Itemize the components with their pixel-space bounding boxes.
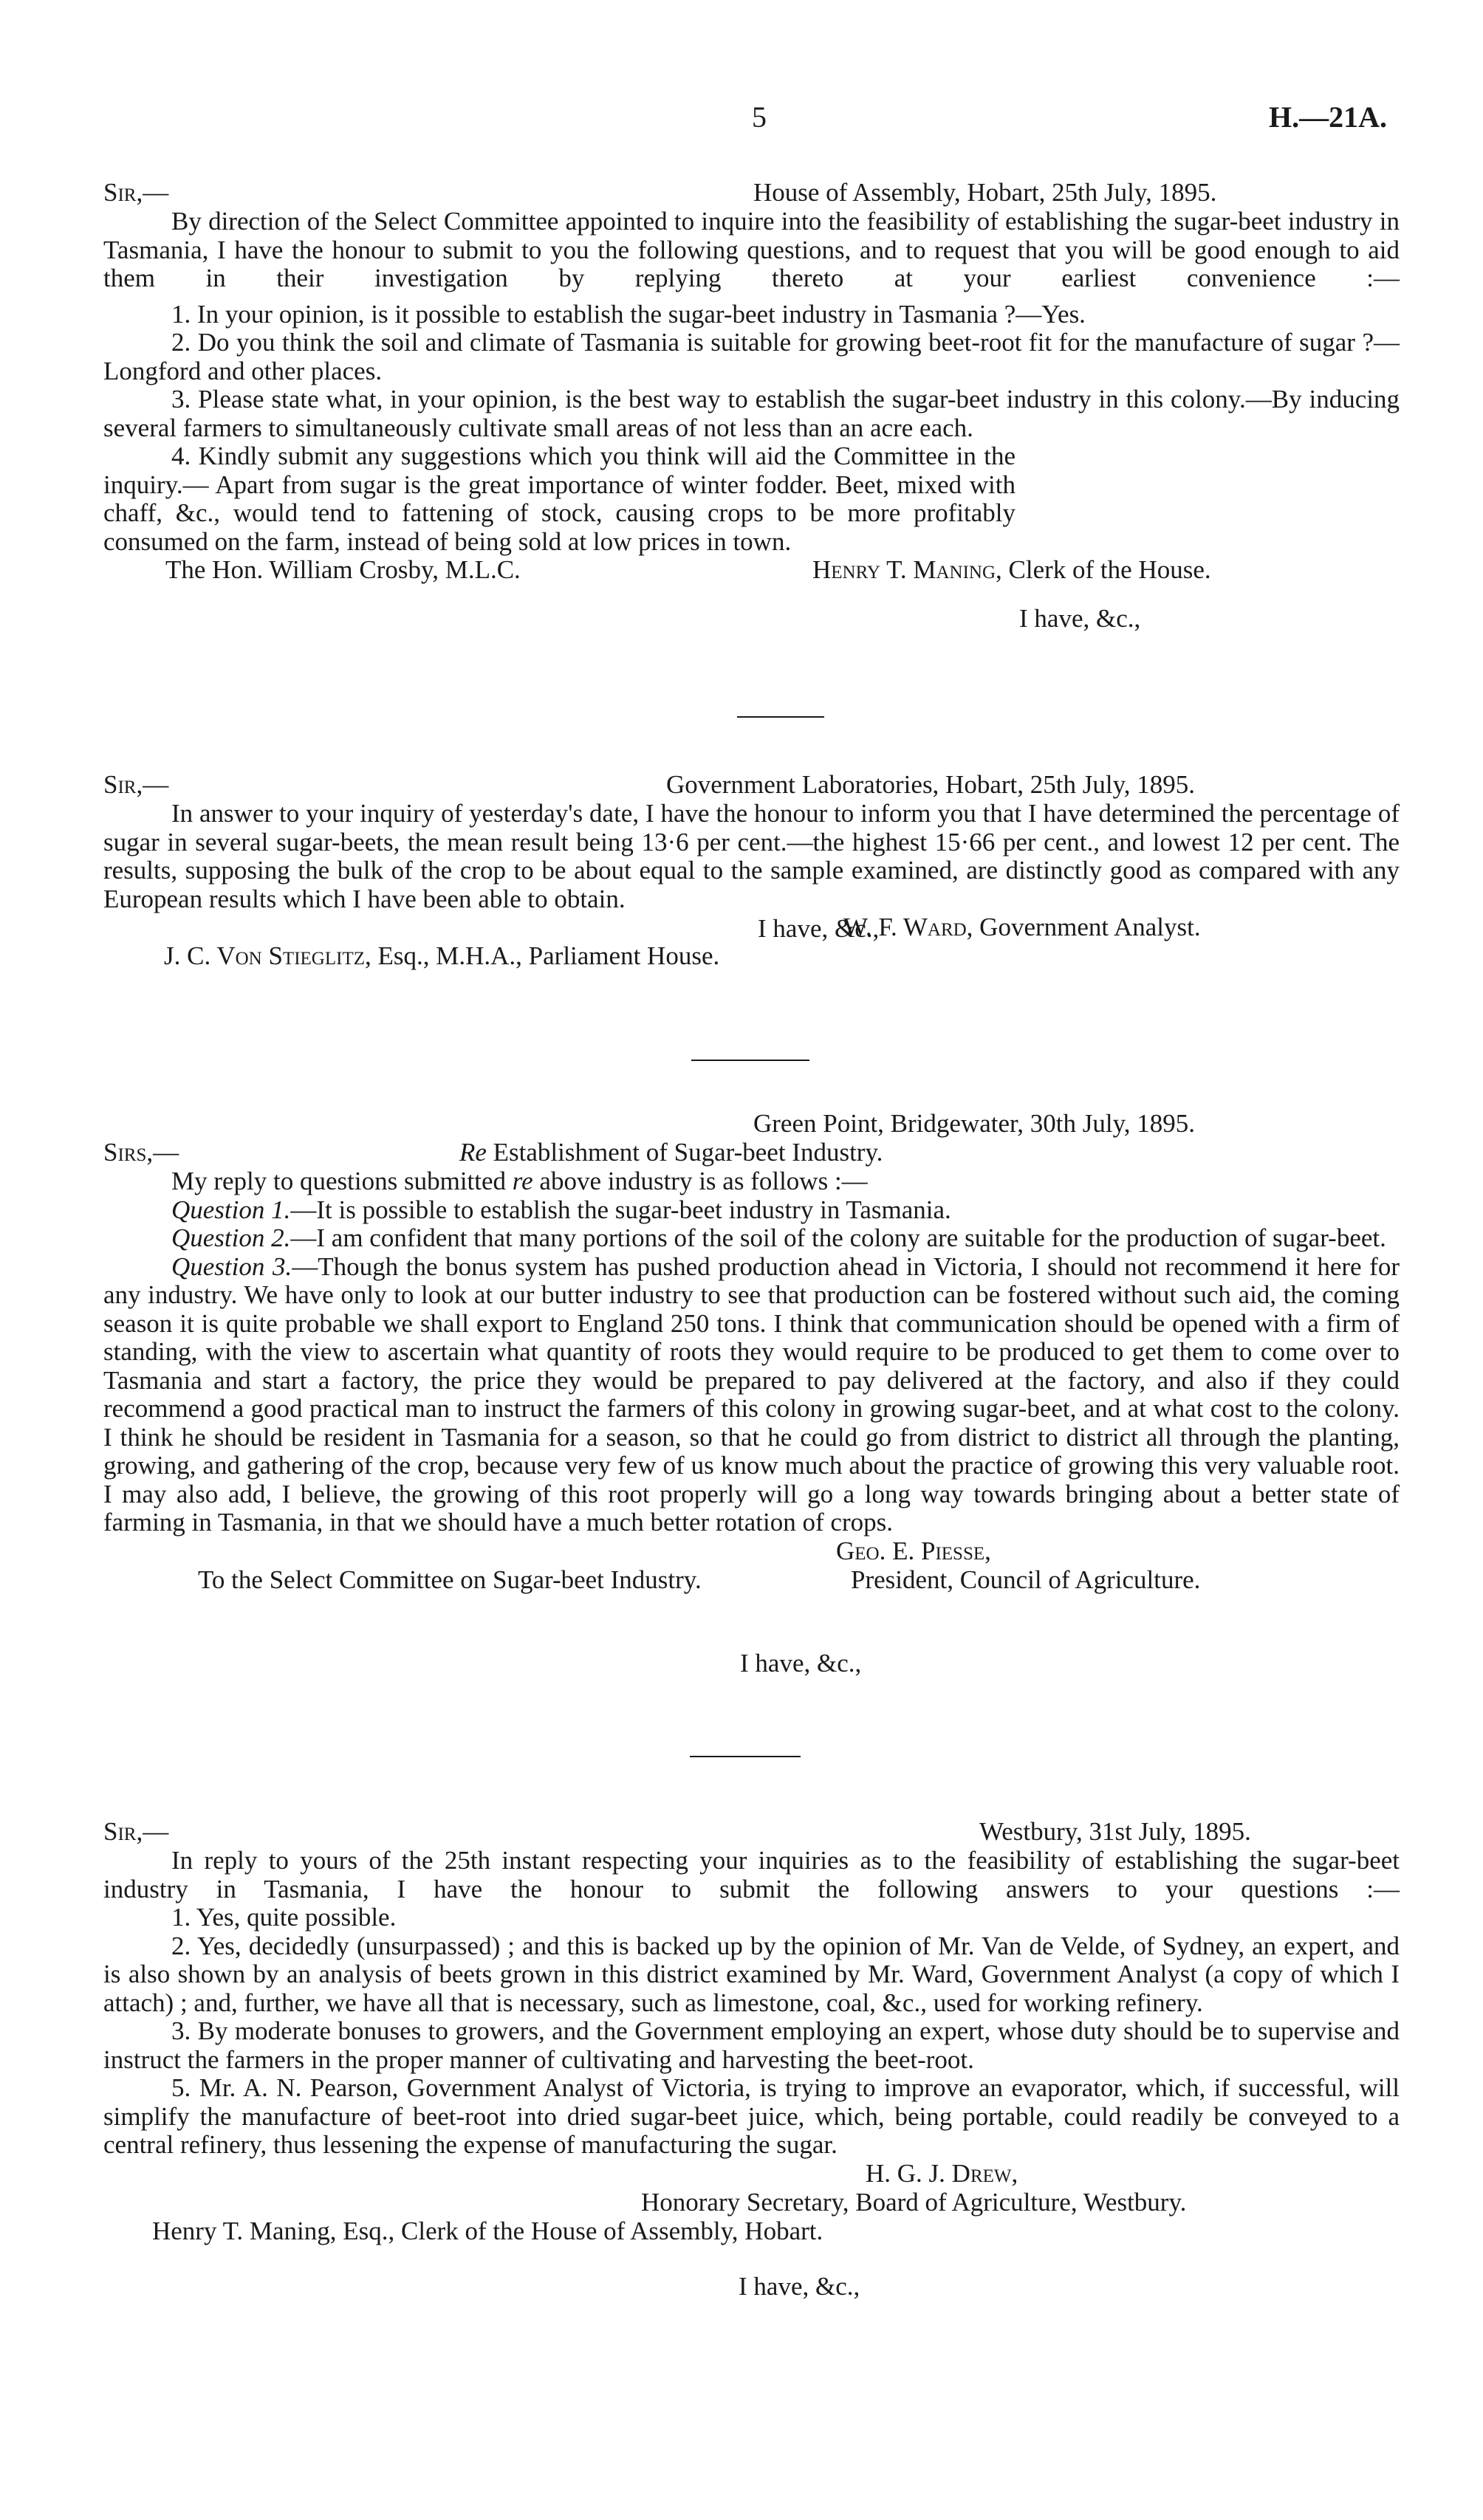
signature-name: H. G. J. Drew, <box>866 2158 1018 2188</box>
signature-name: Henry T. Maning <box>812 555 996 584</box>
question-label: Question 1. <box>171 1195 291 1224</box>
question-2-reply: Question 2.—I am confident that many portions of the soil of the colony are suitable for the production of sugar-beet. <box>171 1223 1386 1252</box>
addressee: The Hon. William Crosby, M.L.C. <box>165 555 521 584</box>
signature-title: , Government Analyst. <box>966 913 1201 941</box>
address-date: Green Point, Bridgewater, 30th July, 1895. <box>753 1109 1196 1138</box>
question-3: 3. Please state what, in your opinion, is the best way to establish the sugar-beet industry in this colony.—By inducing several farmers to simultaneously cultivate small areas of not less than an acre each. <box>103 385 1400 442</box>
body-paragraph: In answer to your inquiry of yesterday's date, I have the honour to inform you that I have determined the percentage of sugar in several sugar-beets, the mean result being 13·6 per cent.—the highest 15·66 per cent., and lowest 12 per cent. The results, supposing the bulk of the crop to be about equal to the sample examined, are distinctly good as compared with any European results which I have been able to obtain. <box>103 799 1400 913</box>
address-date: House of Assembly, Hobart, 25th July, 1895. <box>753 178 1217 207</box>
closing: I have, &c., <box>758 914 880 943</box>
signature-name: Geo. E. Piesse, <box>836 1536 991 1565</box>
salutation: Sir,— <box>103 1817 169 1846</box>
intro-paragraph: In reply to yours of the 25th instant respecting your inquiries as to the feasibility of establishing the sugar-beet industry in Tasmania, I have the honour to submit the following answers to your questions :— <box>103 1846 1400 1903</box>
addressee <box>164 942 719 971</box>
answer-5: 5. Mr. A. N. Pearson, Government Analyst of Victoria, is trying to improve an evaporator, which, if successful, will simplify the manufacture of beet-root into dried sugar-beet juice, which, being portable, could readily be conveyed to a central refinery, thus lessening the expense of manufacturing the sugar. <box>103 2073 1400 2159</box>
question-1: 1. In your opinion, is it possible to establish the sugar-beet industry in Tasmania ?—Yes. <box>171 299 1086 329</box>
answer-1: 1. Yes, quite possible. <box>171 1903 397 1932</box>
signature-name: W. F. Ward <box>843 913 967 941</box>
question-label: Question 3. <box>171 1252 292 1281</box>
re-subject: Establishment of Sugar-beet Industry. <box>486 1138 883 1167</box>
salutation: Sir,— <box>103 770 169 799</box>
addressee-rest: , Esq., M.H.A., Parliament House. <box>365 941 720 970</box>
re-word: Re <box>459 1138 487 1167</box>
addressee: Henry T. Maning, Esq., Clerk of the House of Assembly, Hobart. <box>152 2216 823 2245</box>
section-divider <box>691 1060 809 1061</box>
address-date: Westbury, 31st July, 1895. <box>979 1817 1251 1846</box>
letter-house-of-assembly <box>103 178 1400 633</box>
section-divider <box>737 716 824 718</box>
page-number: 5 <box>752 100 767 134</box>
closing: I have, &c., <box>740 1649 862 1678</box>
addressee-name: J. C. Von Stieglitz <box>164 941 365 970</box>
question-1-reply: Question 1.—It is possible to establish the sugar-beet industry in Tasmania. <box>171 1195 951 1224</box>
signature <box>843 913 1201 942</box>
question-2: 2. Do you think the soil and climate of Tasmania is suitable for growing beet-root fit for the manufacture of sugar ?—Longford and other places. <box>103 328 1400 385</box>
subject-line <box>459 1139 883 1167</box>
letter-westbury <box>103 1817 1400 2301</box>
paper-code: H.—21A. <box>1269 100 1387 134</box>
intro-paragraph: My reply to questions submitted re above industry is as follows :— <box>171 1167 868 1195</box>
salutation: Sir,— <box>103 178 169 207</box>
answer-2: 2. Yes, decidedly (unsurpassed) ; and this is backed up by the opinion of Mr. Van de Velde, of Sydney, an expert, and is also shown by an analysis of beets grown in this district examined by Mr. Ward, Government Analyst (a copy of which I attach) ; and, further, we have all that is necessary, such as limestone, coal, &c., used for working refinery. <box>103 1931 1400 2017</box>
answer-3: 3. By moderate bonuses to growers, and the Government employing an expert, whose duty should be to supervise and instruct the farmers in the proper manner of cultivating and harvesting the beet-root. <box>103 2016 1400 2074</box>
signature-title: President, Council of Agriculture. <box>851 1565 1201 1594</box>
addressee: To the Select Committee on Sugar-beet Industry. <box>198 1565 702 1594</box>
letter-government-laboratories <box>103 771 1400 971</box>
signature-title: , Clerk of the House. <box>996 555 1211 584</box>
closing: I have, &c., <box>739 2272 860 2301</box>
letter-green-point <box>103 1109 1400 1678</box>
section-divider <box>690 1756 801 1757</box>
closing: I have, &c., <box>1019 604 1141 633</box>
intro-paragraph: By direction of the Select Committee appointed to inquire into the feasibility of establishing the sugar-beet industry in Tasmania, I have the honour to submit to you the following questions, and to request that you will be good enough to aid them in their investigation by replying thereto at your earliest convenience :— <box>103 207 1400 292</box>
signature <box>812 556 1211 585</box>
question-4: 4. Kindly submit any suggestions which you think will aid the Committee in the inquiry.— Apart from sugar is the great importance of winter fodder. Beet, mixed with chaff, &c., would tend to fattening of stock, causing crops to be more profitably consumed on the farm, instead of being sold at low prices in town. <box>103 442 1016 556</box>
address-date: Government Laboratories, Hobart, 25th July, 1895. <box>666 770 1196 799</box>
salutation: Sirs,— <box>103 1138 179 1167</box>
question-3-reply: Question 3.—Though the bonus system has pushed production ahead in Victoria, I should not recommend it here for any industry. We have only to look at our butter industry to see that production can be fostered without such aid, the coming season it is quite probable we shall export to England 250 tons. I think that communication should be opened with a firm of standing, with the view to ascertain what quantity of roots they would require to be produced to get them to come over to Tasmania and start a factory, the price they would be prepared to pay delivered at the factory, and also if they could recommend a good practical man to instruct the farmers of this colony in growing sugar-beet, and at what cost to the colony. I think he should be resident in Tasmania for a season, so that he could go from district to district all through the planting, growing, and gathering of the crop, because very few of us know much about the practice of growing this very valuable root. I may also add, I believe, the growing of this root properly will go a long way towards bringing about a better state of farming in Tasmania, in that we should have a much better rotation of crops. <box>103 1252 1400 1537</box>
question-label: Question 2. <box>171 1223 291 1252</box>
signature-title: Honorary Secretary, Board of Agriculture, Westbury. <box>641 2187 1187 2217</box>
